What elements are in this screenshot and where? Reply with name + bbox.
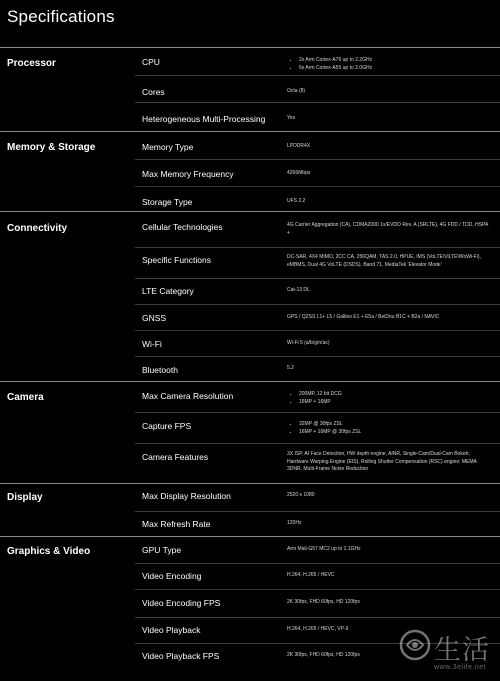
spec-value: 4266Mbps [287,170,311,176]
spec-label: Cores [142,87,165,97]
spec-value: 2520 x 1080 [287,492,315,498]
spec-label: Cellular Technologies [142,222,223,232]
spec-label: Video Encoding FPS [142,598,221,608]
section-memory-storage [0,131,500,212]
section-display [0,483,500,537]
spec-value: UFS 2.2 [287,198,306,204]
spec-value: 2K 30fps, FHD 60fps, HD 120fps [287,599,360,605]
section-title: Processor [7,58,56,69]
spec-label: Specific Functions [142,255,211,265]
spec-label: Max Memory Frequency [142,169,234,179]
spec-row-camera-features [135,443,500,485]
spec-list-item: • 2x Arm Cortex-A76 up to 2.2GHz [299,57,492,65]
spec-label: Storage Type [142,197,193,207]
spec-label: LTE Category [142,286,194,296]
spec-label: Max Camera Resolution [142,391,234,401]
watermark-text: 生活 [434,635,490,666]
spec-list-item: • 32MP @ 30fps ZSL [299,421,492,429]
spec-value: GPS / QZSS L1+ L5 / Galileo E1 + E5a / BeiDou B1C + B2a / NAVIC [287,314,440,320]
watermark-url: www.3elife.net [434,664,487,671]
section-title: Graphics & Video [7,546,91,557]
spec-row-gnss [135,304,500,330]
spec-label: Video Playback [142,625,201,635]
spec-value: Yes [287,115,296,121]
spec-value: Octa (8) [287,88,306,94]
watermark [398,626,500,679]
page-title: Specifications [7,7,115,26]
spec-label: GNSS [142,313,167,323]
spec-label: Camera Features [142,452,209,462]
spec-value [287,421,492,436]
spec-value: 2K 30fps, FHD 60fps, HD 120fps [287,652,360,658]
spec-label: Capture FPS [142,421,192,431]
spec-row-max-memory-frequency [135,159,500,186]
spec-row-storage-type [135,186,500,213]
section-title: Camera [7,392,44,403]
spec-list-item: • 6x Arm Cortex-A55 up to 2.0GHz [299,65,492,73]
spec-label: GPU Type [142,545,182,555]
spec-row-gpu-type [135,537,500,562]
spec-row-specific-functions [135,247,500,278]
spec-row-hmp [135,102,500,131]
section-processor [0,47,500,131]
spec-value: Wi-Fi 5 (a/b/g/n/ac) [287,340,330,346]
spec-value: H.264, H.265 / HEVC [287,572,335,578]
spec-row-cores [135,75,500,102]
spec-value: Arm Mali-G57 MC2 up to 1.1GHz [287,546,361,552]
section-title: Connectivity [7,223,68,234]
spec-row-memory-type [135,132,500,158]
spec-list-item: • 16MP + 16MP @ 30fps ZSL [299,429,492,437]
spec-row-cellular-technologies [135,212,500,246]
spec-value: LPDDR4X [287,143,311,149]
section-title: Display [7,492,43,503]
spec-label: Max Refresh Rate [142,519,211,529]
spec-label: Memory Type [142,142,194,152]
spec-row-video-encoding-fps [135,589,500,617]
section-title: Memory & Storage [7,142,96,153]
spec-value: H.264, H.265 / HEVC, VP-9 [287,626,349,632]
spec-value: Cat-13 DL [287,287,310,293]
spec-label: Video Encoding [142,571,202,581]
spec-row-lte-category [135,278,500,304]
spec-row-video-encoding [135,563,500,589]
spec-list-item: • 200MP, 12 bit DCG [299,391,492,399]
spec-value: 4G Carrier Aggregation (CA), CDMA2000 1x/EVDO Rev. A (SRLTE), 4G FDD / TDD, HSPA + [287,222,489,236]
spec-row-bluetooth [135,356,500,383]
spec-row-max-display-resolution [135,484,500,510]
spec-value: 5.2 [287,365,294,371]
section-connectivity [0,211,500,382]
spec-value [287,391,492,406]
watermark-logo-icon [398,628,432,662]
spec-label: CPU [142,57,160,67]
spec-label: Bluetooth [142,365,178,375]
spec-value: DC-SAR, 4X4 MIMO, 2CC CA, 256QAM, TAS 2.0, HPUE, IMS (VoLTE\ViLTE\WoWi-Fi), eMBMS, Dual 4G VoLTE (DSDS), Band 71, MediaTek 'Elevator Mode' [287,254,481,268]
spec-value [287,57,492,72]
spec-label: Wi-Fi [142,339,162,349]
spec-row-wifi [135,330,500,356]
section-camera [0,381,500,484]
spec-value: 3X ISP, AI Face Detection, HW depth engine, AINR, Single-Cam/Dual-Cam Bokeh; Hardware Warping Engine (EIS), Rolling Shutter Compensation (RSC) engine; MEMA 3DNR, Multi-Frame Noise Reduction [287,451,477,472]
spec-list-item: • 16MP + 16MP [299,399,492,407]
spec-value: 120Hz [287,520,302,526]
spec-row-max-camera-resolution [135,382,500,411]
spec-row-capture-fps [135,412,500,443]
spec-row-cpu [135,48,500,74]
spec-label: Heterogeneous Multi-Processing [142,114,266,124]
spec-row-max-refresh-rate [135,511,500,538]
spec-label: Max Display Resolution [142,491,231,501]
spec-label: Video Playback FPS [142,651,220,661]
